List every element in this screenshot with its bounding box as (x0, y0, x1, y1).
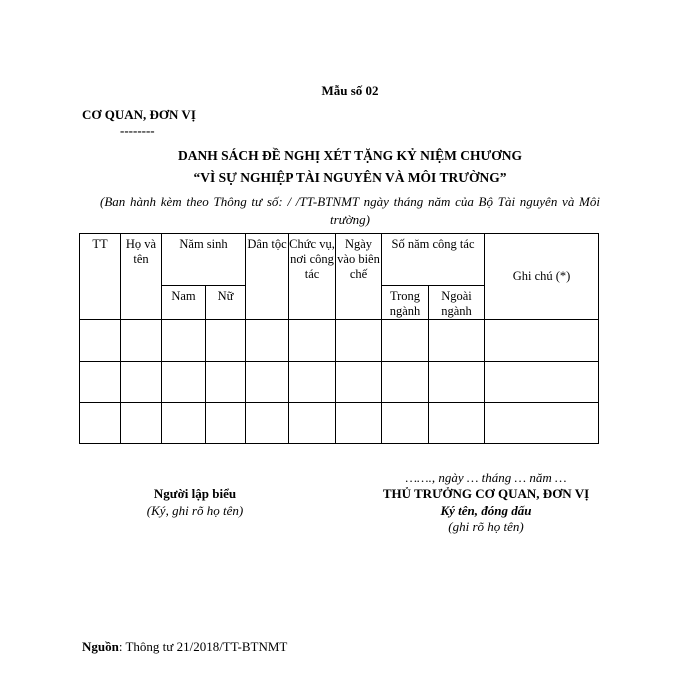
header-notes: Ghi chú (*) (485, 234, 599, 320)
date-line: ……., ngày … tháng … năm … (405, 470, 567, 485)
source-text: : Thông tư 21/2018/TT-BTNMT (118, 639, 288, 654)
head-title: THỦ TRƯỞNG CƠ QUAN, ĐƠN VỊ (382, 486, 590, 501)
subheader-outside-sector: Ngoài ngành (429, 286, 485, 320)
document-subtitle: “VÌ SỰ NGHIỆP TÀI NGUYÊN VÀ MÔI TRƯỜNG” (193, 170, 507, 185)
document-title: DANH SÁCH ĐỀ NGHỊ XÉT TẶNG KỶ NIỆM CHƯƠNG (177, 148, 523, 163)
issued-note: (Ban hành kèm theo Thông tư số: / /TT-BTNMT ngày tháng năm của Bộ Tài nguyên và Môi trường) (100, 194, 600, 227)
subheader-male: Nam (162, 286, 206, 320)
header-position: Chức vụ, nơi công tác (289, 234, 336, 320)
head-sign-label: Ký tên, đóng dấu (440, 503, 532, 518)
head-note: (ghi rõ họ tên) (448, 519, 524, 534)
header-staff-date: Ngày vào biên chế (336, 234, 382, 320)
header-birth-year: Năm sinh (162, 234, 246, 286)
agency-name: CƠ QUAN, ĐƠN VỊ (82, 107, 196, 122)
header-years-of-service: Số năm công tác (382, 234, 485, 286)
subheader-female: Nữ (206, 286, 246, 320)
creator-title: Người lập biểu (153, 486, 237, 501)
creator-note: (Ký, ghi rõ họ tên) (146, 503, 244, 518)
header-name: Họ và tên (121, 234, 162, 320)
subheader-inside-sector: Trong ngành (382, 286, 429, 320)
agency-divider: -------- (120, 123, 155, 138)
table-row (80, 402, 599, 443)
header-tt: TT (80, 234, 121, 320)
source-line (82, 639, 287, 655)
nomination-table (79, 233, 599, 444)
form-number: Mẫu số 02 (321, 83, 379, 98)
table-row (80, 320, 599, 361)
source-label: Nguồn (82, 639, 119, 654)
table-row (80, 361, 599, 402)
header-ethnicity: Dân tộc (246, 234, 289, 320)
